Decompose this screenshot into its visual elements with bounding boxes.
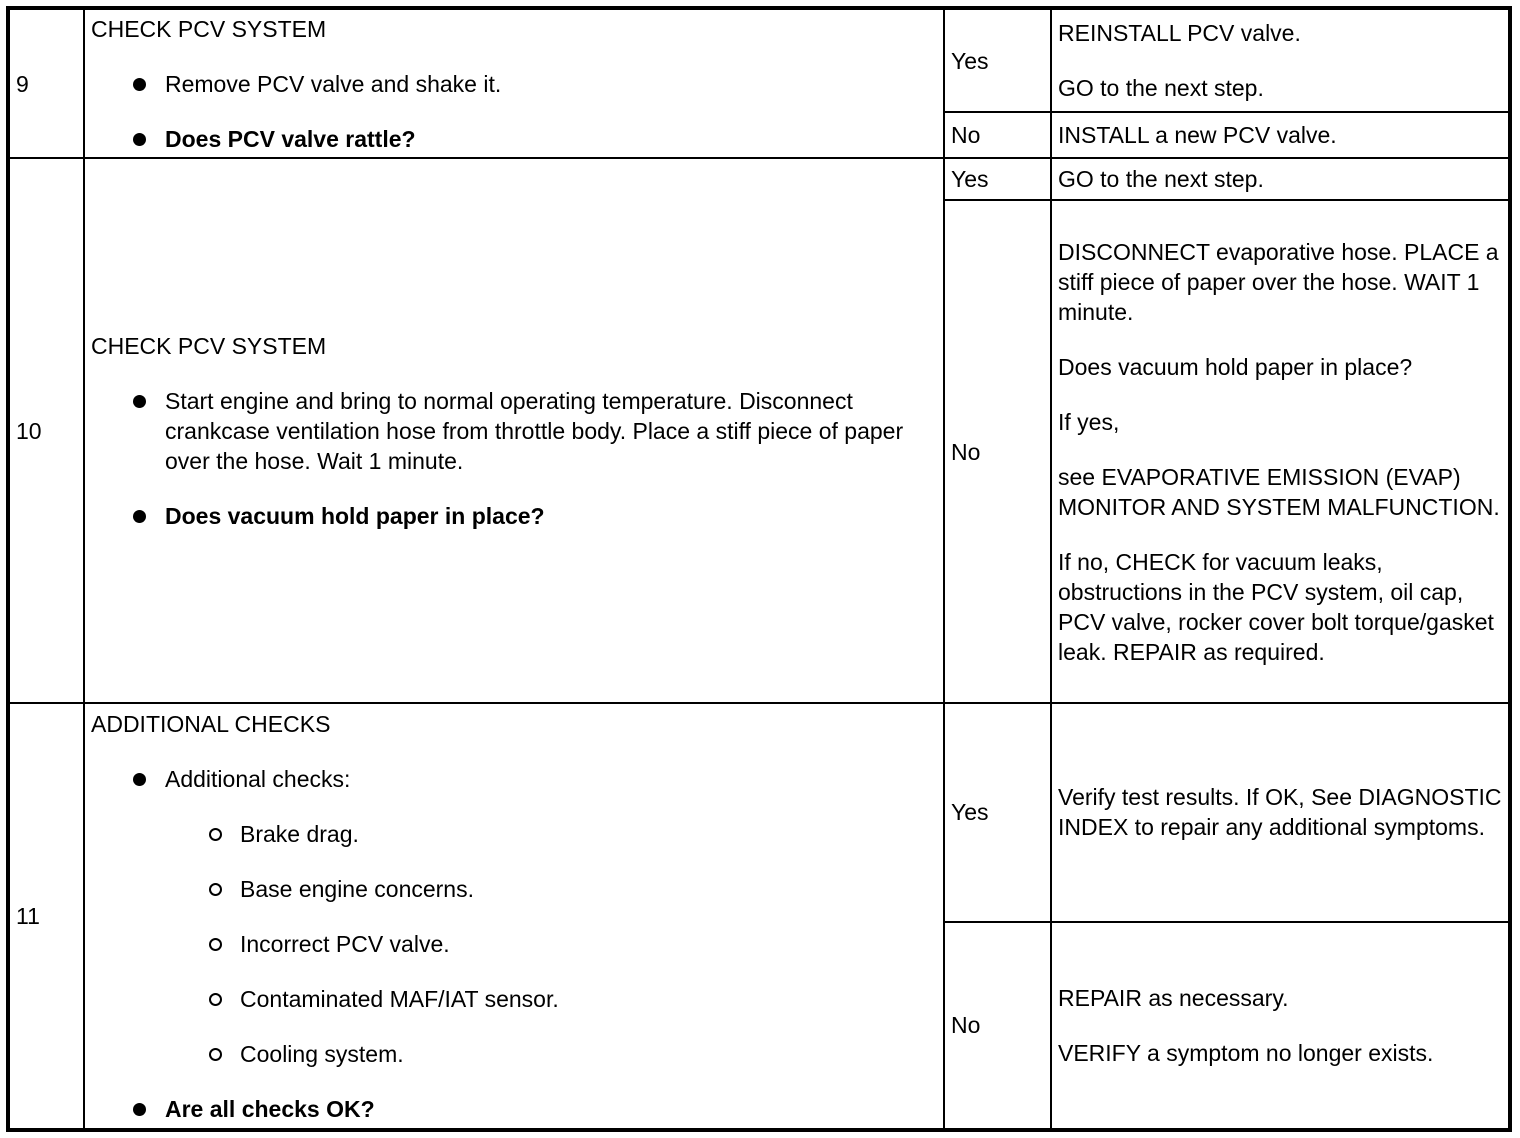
circle-bullet-icon — [209, 828, 222, 841]
table-row — [8, 703, 1510, 921]
bullet-item: Additional checks: — [91, 764, 937, 794]
bullet-icon — [133, 510, 146, 523]
test-step-cell — [84, 8, 944, 158]
sub-bullet-item: Contaminated MAF/IAT sensor. — [91, 984, 937, 1014]
bullet-icon — [133, 395, 146, 408]
bullet-icon — [133, 78, 146, 91]
bullet-question: Are all checks OK? — [91, 1094, 937, 1124]
bullet-item: Remove PCV valve and shake it. — [91, 69, 937, 99]
sub-bullet-item: Base engine concerns. — [91, 874, 937, 904]
step-number: 9 — [8, 8, 84, 158]
bullet-icon — [133, 133, 146, 146]
result-action: REPAIR as necessary. VERIFY a symptom no longer exists. — [1051, 922, 1510, 1130]
step-heading: ADDITIONAL CHECKS — [91, 710, 331, 737]
sub-bullet-item: Incorrect PCV valve. — [91, 929, 937, 959]
bullet-question: Does PCV valve rattle? — [91, 124, 937, 154]
step-heading: CHECK PCV SYSTEM — [91, 332, 327, 359]
circle-bullet-icon — [209, 993, 222, 1006]
result-label: No — [944, 922, 1051, 1130]
result-action: DISCONNECT evaporative hose. PLACE a stiff piece of paper over the hose. WAIT 1 minute. Does vacuum hold paper in place? If yes, see EVAPORATIVE EMISSION (EVAP) MONITOR AND SYSTEM MALFUNCTION. If no, CHECK for vacuum leaks, obstructions in the PCV system, oil cap, PCV valve, rocker cover bolt torque/gasket leak. REPAIR as required. — [1051, 200, 1510, 703]
result-action: Verify test results. If OK, See DIAGNOSTIC INDEX to repair any additional symptoms. — [1051, 703, 1510, 921]
bullet-question: Does vacuum hold paper in place? — [91, 501, 937, 531]
bullet-icon — [133, 1103, 146, 1116]
sub-bullet-item: Brake drag. — [91, 819, 937, 849]
result-label: No — [944, 112, 1051, 158]
result-action: GO to the next step. — [1051, 158, 1510, 200]
result-action: INSTALL a new PCV valve. — [1051, 112, 1510, 158]
table-row — [8, 158, 1510, 200]
table-row — [8, 8, 1510, 112]
result-action: REINSTALL PCV valve. GO to the next step. — [1051, 8, 1510, 112]
test-step-cell — [84, 703, 944, 1130]
circle-bullet-icon — [209, 1048, 222, 1061]
diagnostic-table — [6, 6, 1512, 1132]
circle-bullet-icon — [209, 938, 222, 951]
result-label: Yes — [944, 703, 1051, 921]
result-label: Yes — [944, 158, 1051, 200]
step-number: 10 — [8, 158, 84, 703]
result-label: No — [944, 200, 1051, 703]
bullet-item: Start engine and bring to normal operating temperature. Disconnect crankcase ventilation hose from throttle body. Place a stiff piece of paper over the hose. Wait 1 minute. — [91, 386, 937, 476]
step-heading: CHECK PCV SYSTEM — [91, 15, 327, 42]
step-number: 11 — [8, 703, 84, 1130]
bullet-icon — [133, 773, 146, 786]
sub-bullet-item: Cooling system. — [91, 1039, 937, 1069]
result-label: Yes — [944, 8, 1051, 112]
circle-bullet-icon — [209, 883, 222, 896]
test-step-cell — [84, 158, 944, 703]
